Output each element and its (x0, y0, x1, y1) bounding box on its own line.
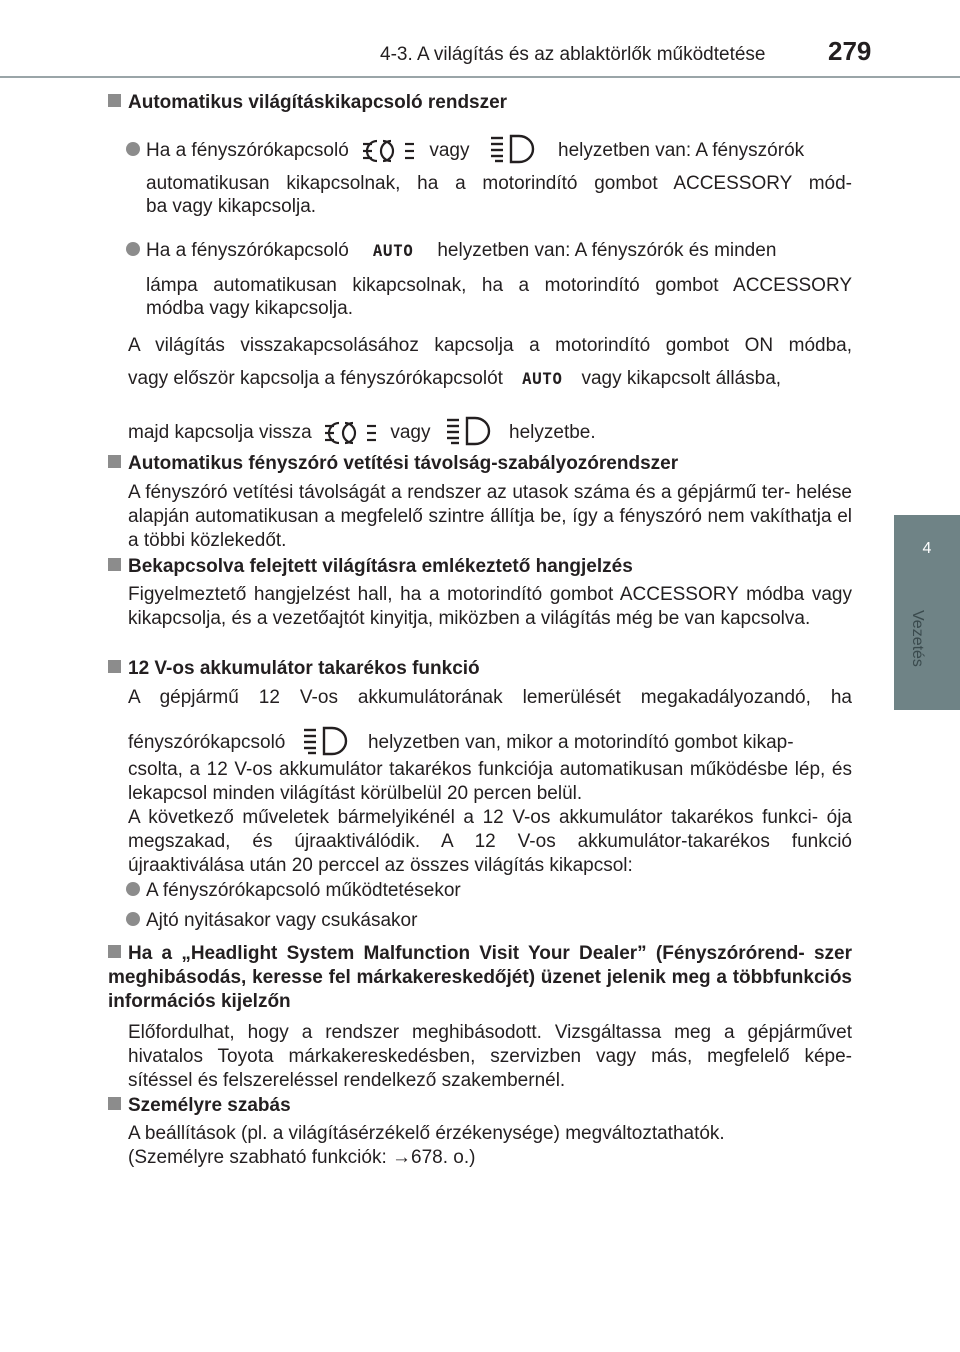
paragraph: Figyelmeztető hangjelzést hall, ha a motorindító gombot ACCESSORY módba vagy kikapcsolja, és a vezetőajtót kinyitja, miközben a világítás még be van kapcsolva. (128, 584, 852, 629)
header-rule (0, 76, 960, 78)
round-bullet-icon (126, 142, 140, 156)
square-bullet-icon (108, 558, 121, 571)
section-heading-battery-saver: 12 V-os akkumulátor takarékos funkció (108, 657, 480, 681)
page-number: 279 (828, 36, 872, 66)
chapter-number: 4 (922, 540, 932, 557)
section-heading-reminder: Bekapcsolva felejtett világításra emlékeztető hangjelzés (108, 555, 633, 579)
square-bullet-icon (108, 945, 121, 958)
text-line: lámpa automatikusan kikapcsolnak, ha a motorindító gombot ACCESSORY (146, 275, 852, 296)
text-line: A világítás visszakapcsolásához kapcsolja a motorindító gombot ON módba, (128, 335, 852, 356)
round-bullet-icon (126, 882, 140, 896)
chapter-label-wrap (906, 610, 928, 690)
paragraph: Előfordulhat, hogy a rendszer meghibásodott. Vizsgáltassa meg a gépjárművet hivatalos Toyota márkakereskedésben, szervizben vagy más, megfelelő képe- sítéssel és felszereléssel rendelkező szakembernél. (128, 1022, 852, 1091)
round-bullet-icon (126, 242, 140, 256)
paragraph: csolta, a 12 V-os akkumulátor takarékos funkciója automatikusan működésbe lép, és lekapcsol minden világítást körülbelül 20 percen belül. (128, 759, 852, 804)
section-heading-customization: Személyre szabás (108, 1094, 291, 1118)
text-line: módba vagy kikapcsolja. (146, 298, 353, 319)
square-bullet-icon (108, 1097, 121, 1110)
headlight-low-beam-icon (361, 138, 417, 164)
text-line: fényszórókapcsoló helyzetben van, mikor a motorindító gombot kikap- (128, 726, 794, 756)
square-bullet-icon (108, 660, 121, 673)
paragraph: A következő műveletek bármelyikénél a 12 V-os akkumulátor takarékos funkci- ója megszakad, és újraaktiválódik. A 12 V-os akkumulátor-takarékos funkció újraaktiválása után 20 perccel az összes világítás kikapcsol: (128, 807, 852, 876)
headlight-low-beam-icon (323, 420, 379, 446)
text-line: A beállítások (pl. a világításérzékelő érzékenysége) megváltoztathatók. (128, 1123, 725, 1144)
chapter-label: Vezetés (909, 610, 926, 667)
paragraph: A fényszóró vetítési távolságát a rendszer az utasok száma és a gépjármű ter- helése alapján automatikusan a megfelelő szintre állítja be, így a fényszóró nem vakíthatja el a többi közlekedőt. (128, 482, 852, 551)
headlight-high-beam-icon (445, 416, 495, 446)
square-bullet-icon (108, 455, 121, 468)
list-item: A fényszórókapcsoló működtetésekor (126, 880, 461, 902)
auto-label: AUTO (521, 369, 563, 388)
square-bullet-icon (108, 94, 121, 107)
text-line: majd kapcsolja vissza vagy helyzetbe. (128, 416, 596, 446)
list-item: Ajtó nyitásakor vagy csukásakor (126, 910, 417, 932)
text-line: A gépjármű 12 V-os akkumulátorának lemerülését megakadályozandó, ha (128, 687, 852, 708)
list-item: Ha a fényszórókapcsoló AUTO helyzetben van: A fényszórók és minden (126, 240, 852, 262)
headlight-high-beam-icon (489, 134, 539, 164)
section-title: 4-3. A világítás és az ablaktörlők működtetése (380, 44, 766, 65)
section-heading-auto-off: Automatikus világításkikapcsoló rendszer (108, 91, 507, 115)
round-bullet-icon (126, 912, 140, 926)
headlight-high-beam-icon (302, 726, 352, 756)
text-line: ba vagy kikapcsolja. (146, 196, 317, 217)
section-heading-leveling: Automatikus fényszóró vetítési távolság-szabályozórendszer (108, 452, 678, 476)
auto-label: AUTO (372, 241, 414, 260)
text-line: vagy először kapcsolja a fényszórókapcsolót AUTO vagy kikapcsolt állásba, (128, 368, 782, 389)
text-line: automatikusan kikapcsolnak, ha a motorindító gombot ACCESSORY mód- (146, 173, 852, 194)
text-line: (Személyre szabható funkciók: →678. o.) (128, 1147, 476, 1168)
list-item: Ha a fényszórókapcsoló vagy helyzetben van: A fényszórók (126, 134, 852, 164)
section-heading-malfunction: Ha a „Headlight System Malfunction Visit Your Dealer” (Fényszórórend- szer meghibásodás, keresse fel márkakereskedőjét) üzenet jelenik meg a többfunkciós információs kijelzőn (108, 943, 852, 1012)
